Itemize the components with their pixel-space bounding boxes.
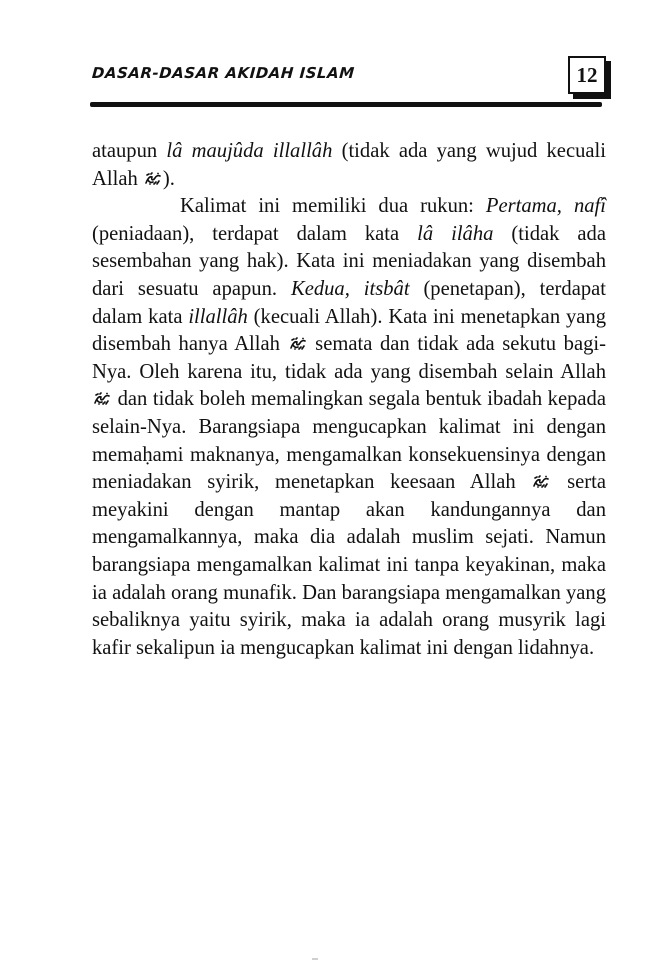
- transliteration: Pertama, nafî: [485, 195, 606, 218]
- text-run: serta meyakini dengan mantap akan kandungannya dan mengamalkannya, maka dia adalah muslim sejati. Namun barangsiapa mengamalkan kalimat ini tanpa keyakinan, maka ia adalah orang munafik. Dan barangsiapa mengamalkan yang sebaliknya yaitu syirik, maka ia adalah orang musyrik lagi kafir sekalipun ia mengucapkan kalimat ini dengan lidahnya.: [92, 471, 606, 659]
- transliteration: Kedua, itsbât: [290, 277, 410, 300]
- text-run: Kalimat ini memiliki dua rukun:: [180, 195, 486, 218]
- subhanahu-wa-taala-ligature-icon: [290, 337, 306, 351]
- paragraph-1: [92, 138, 606, 193]
- transliteration: lâ maujûda illallâh: [166, 140, 333, 162]
- transliteration: illallâh: [188, 305, 248, 328]
- paragraph-2: [92, 193, 606, 662]
- text-run: (tidak ada sesembahan yang hak). Kata ini meniadakan yang disembah dari sesuatu apapun.: [92, 222, 606, 300]
- text-run: (penetapan), terdapat dalam kata: [92, 277, 606, 328]
- page-number-box: [568, 56, 606, 94]
- text-run: semata dan tidak ada sekutu bagi-Nya. Oleh karena itu, tidak ada yang disembah selain Allah: [92, 333, 606, 383]
- subhanahu-wa-taala-ligature-icon: [145, 172, 161, 186]
- subhanahu-wa-taala-ligature-icon: [94, 392, 110, 406]
- running-header-title: DASAR-DASAR AKIDAH ISLAM: [91, 64, 356, 82]
- text-run: (tidak ada yang wujud kecuali Allah: [92, 140, 606, 190]
- text-run: ).: [162, 167, 175, 190]
- text-run: (kecuali Allah). Kata ini menetapkan yang disembah hanya Allah: [92, 305, 606, 356]
- transliteration: lâ ilâha: [417, 222, 494, 245]
- body-text: [92, 138, 606, 662]
- subhanahu-wa-taala-ligature-icon: [533, 475, 549, 489]
- text-run: ataupun: [92, 140, 167, 162]
- scan-artifact: [312, 958, 318, 960]
- header-divider: [90, 102, 602, 107]
- text-run: (peniadaan), terdapat dalam kata: [92, 222, 418, 245]
- text-run: dan tidak boleh memalingkan segala bentuk ibadah kepada selain-Nya. Barangsiapa mengucapkan kalimat ini dengan memaḥami maknanya, mengamalkan konsekuensinya dengan meniadakan syirik, menetapkan keesaan Allah: [92, 388, 606, 494]
- page-number: 12: [576, 62, 598, 87]
